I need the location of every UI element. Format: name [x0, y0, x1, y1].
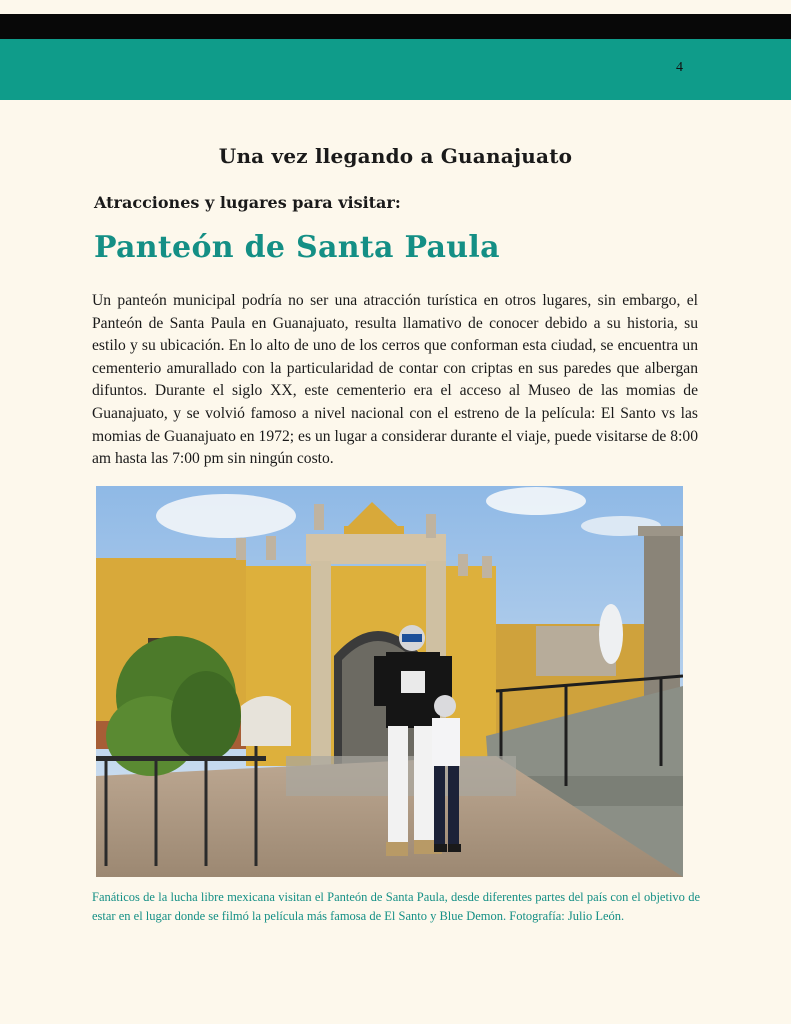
cemetery-gate-photo [96, 486, 683, 877]
photo-caption: Fanáticos de la lucha libre mexicana visitan el Panteón de Santa Paula, desde diferentes partes del país con el objetivo de estar en el lugar donde se filmó la película más famosa de El Santo y Blue Demon. Fotografía: Julio León. [92, 890, 700, 923]
subheading: Atracciones y lugares para visitar: [94, 193, 401, 212]
article-body: Un panteón municipal podría no ser una atracción turística en otros lugares, sin embargo, el Panteón de Santa Paula en Guanajuato, resulta llamativo de conocer debido a su historia, su estilo y su ubicación. En lo alto de uno de los cerros que conforman esta ciudad, se encuentra un cementerio amurallado con la particularidad de contar con criptas en sus paredes que albergan difuntos. Durante el siglo XX, este cementerio era el acceso al Museo de las momias de Guanajuato, y se volvió famoso a nivel nacional con el estreno de la película: El Santo vs las momias de Guanajuato en 1972; es un lugar a considerar durante el viaje, puede visitarse de 8:00 am hasta las 7:00 pm sin ningún costo. [92, 292, 698, 468]
header-teal-bar [0, 39, 791, 100]
section-title: Una vez llegando a Guanajuato [218, 144, 573, 168]
article-title: Panteón de Santa Paula [94, 230, 500, 265]
page-number: 4 [676, 60, 683, 75]
header-black-bar [0, 14, 791, 39]
